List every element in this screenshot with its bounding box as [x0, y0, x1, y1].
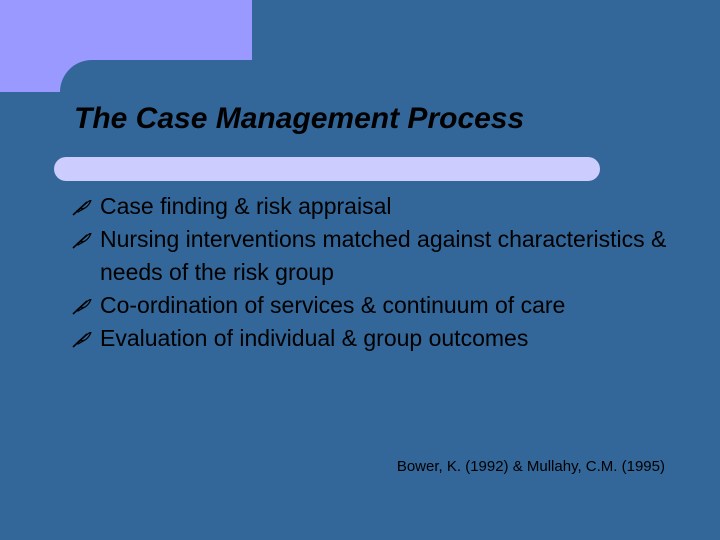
slide-title: The Case Management Process [74, 102, 525, 135]
bullet-item-case-finding [72, 190, 672, 223]
bullet-item-nursing-interventions [72, 223, 672, 289]
bullet-text: Evaluation of individual & group outcomes [100, 325, 529, 351]
bullet-item-evaluation [72, 322, 672, 355]
title-divider-bar [54, 157, 600, 181]
quill-pen-icon [72, 322, 96, 355]
citation: Bower, K. (1992) & Mullahy, C.M. (1995) [396, 458, 665, 475]
quill-pen-icon [72, 223, 96, 256]
quill-pen-icon [72, 289, 96, 322]
bullet-text: Case finding & risk appraisal [100, 193, 392, 219]
quill-pen-icon [72, 190, 96, 223]
bullet-item-coordination [72, 289, 672, 322]
bullet-text: Nursing interventions matched against characteristics & needs of the risk group [100, 226, 667, 285]
bullet-text: Co-ordination of services & continuum of care [100, 292, 566, 318]
bullet-list [72, 190, 672, 355]
